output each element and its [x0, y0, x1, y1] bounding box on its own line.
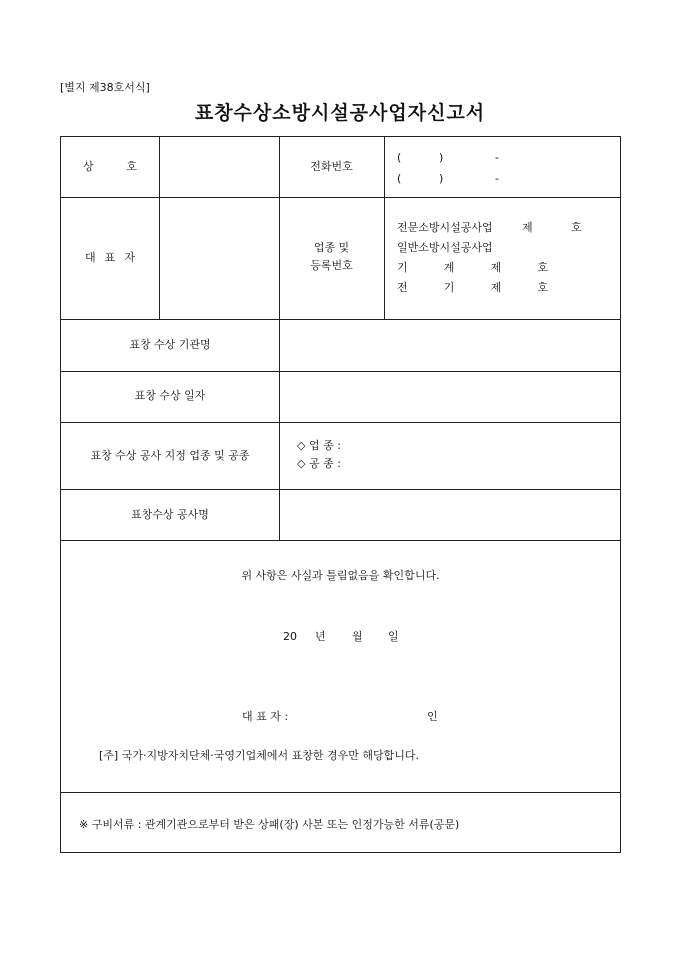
project-name-label: 표창수상 공사명 [131, 508, 209, 521]
signature-seal: 인 [427, 710, 438, 723]
representative-label: 대 표 자 [85, 251, 135, 264]
date-day: 일 [388, 630, 399, 643]
business-general-text: 일반소방시설공사업 [397, 241, 493, 254]
signature-rep-field[interactable] [311, 706, 421, 726]
company-name-label: 상 호 [83, 160, 137, 173]
date-month: 월 [352, 630, 363, 643]
award-category-label: 표창 수상 공사 지정 업종 및 공종 [90, 449, 250, 462]
phone-field[interactable] [387, 139, 619, 195]
phone-line2-close: ) [439, 172, 444, 185]
award-org-label: 표창 수상 기관명 [129, 338, 211, 351]
business-registration-field[interactable] [387, 199, 619, 317]
award-category-industry: ◇ 업 종 : [297, 439, 341, 452]
phone-label: 전화번호 [310, 160, 353, 173]
company-name-field[interactable] [161, 139, 277, 195]
award-date-field[interactable] [281, 373, 619, 420]
business-specialized-je: 제 [522, 221, 533, 234]
award-org-field[interactable] [281, 321, 619, 369]
award-category-field[interactable] [281, 424, 619, 487]
project-name-field[interactable] [281, 491, 619, 538]
business-specialized-text: 전문소방시설공사업 [397, 221, 493, 234]
award-date-label: 표창 수상 일자 [134, 389, 206, 402]
business-type-label: 업종 및 등록번호 [310, 241, 353, 272]
form-number-label: [별지 제38호서식] [60, 81, 150, 94]
confirmation-statement: 위 사항은 사실과 틀림없음을 확인합니다. [241, 569, 440, 582]
form-table [60, 136, 621, 853]
signature-rep-label: 대 표 자 : [242, 710, 289, 723]
phone-line1-open: ( [397, 151, 402, 164]
phone-line2-dash: - [495, 172, 499, 185]
form-title: 표창수상소방시설공사업자신고서 [194, 102, 486, 124]
date-year: 년 [315, 630, 326, 643]
phone-line2-open: ( [397, 172, 402, 185]
representative-field[interactable] [161, 199, 277, 317]
business-specialized-ho: 호 [571, 221, 582, 234]
phone-line1-dash: - [495, 151, 499, 164]
applicability-note: [주] 국가·지방자치단체·국영기업체에서 표창한 경우만 해당합니다. [99, 749, 419, 762]
business-electrical-line: 전 기 제 호 [397, 281, 548, 294]
phone-line1-close: ) [439, 151, 444, 164]
business-mechanical-line: 기 계 제 호 [397, 261, 548, 274]
award-category-work-type: ◇ 공 종 : [297, 457, 341, 470]
date-year-prefix: 20 [283, 630, 297, 643]
required-documents-note: ※ 구비서류 : 관계기관으로부터 받은 상패(장) 사본 또는 인정가능한 서류(공문) [79, 818, 460, 831]
